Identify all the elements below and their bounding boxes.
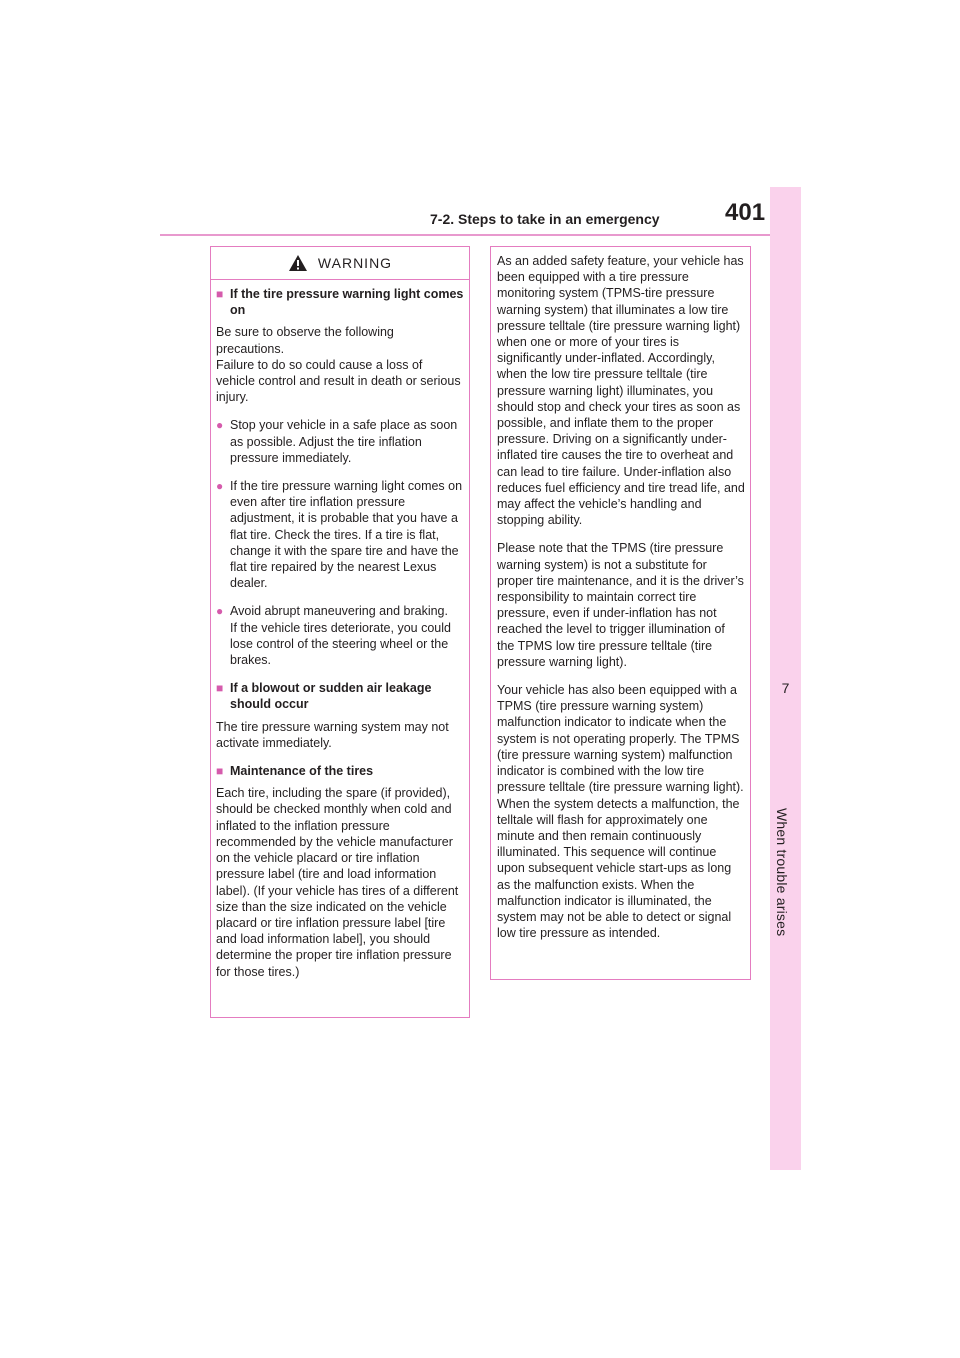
paragraph: Please note that the TPMS (tire pressure warning system) is not a substitute for proper tire maintenance, and it is the driver’s responsibility to maintain correct tire pressure, even if under-inflation has not reached the level to trigger illumination of the TPMS low tire pressure telltale (tire pressure warning light). (497, 541, 744, 669)
square-bullet-icon: ■ (216, 681, 224, 696)
tpms-info-box (490, 246, 751, 980)
paragraph: Failure to do so could cause a loss of vehicle control and result in death or serious injury. (216, 357, 461, 405)
paragraph: Your vehicle has also been equipped with a TPMS (tire pressure warning system) malfunction indicator to indicate when the system is not operating properly. The TPMS (tire pressure warning system) malfunction indicator is combined with the low tire pressure telltale (tire pressure warning light). When the system detects a malfunction, the telltale will flash for approximately one minute and then remain continuously illuminated. This sequence will continue upon subsequent vehicle start-ups as long as the malfunction exists. When the malfunction indicator is illuminated, the system may not be able to detect or signal low tire pressure as intended. (497, 683, 744, 941)
paragraph: The tire pressure warning system may not activate immediately. (216, 719, 449, 750)
square-bullet-icon: ■ (216, 764, 224, 779)
circle-bullet-icon: ● (216, 418, 224, 433)
chapter-title: When trouble arises (774, 808, 790, 937)
section-heading: ■ If the tire pressure warning light comes on (216, 287, 464, 318)
bullet-item: ● Stop your vehicle in a safe place as soon as possible. Adjust the tire inflation pressure immediately. (216, 418, 458, 465)
paragraph: Be sure to observe the following precautions. (216, 325, 394, 356)
circle-bullet-icon: ● (216, 604, 224, 619)
section-heading: ■ Maintenance of the tires (216, 764, 374, 779)
section-heading: ■ If a blowout or sudden air leakage should occur (216, 681, 432, 712)
chapter-side-tab (770, 187, 801, 1170)
bullet-item: ● If the tire pressure warning light comes on even after tire inflation pressure adjustment, it is probable that you have a flat tire. Check the tires. If a tire is flat, change it with the spare tire and have the flat tire repaired by the nearest Lexus dealer. (216, 479, 463, 591)
warning-title: WARNING (317, 254, 393, 271)
warning-box (210, 246, 470, 1018)
paragraph: Each tire, including the spare (if provided), should be checked monthly when cold and inflated to the inflation pressure recommended by the vehicle manufacturer on the vehicle placard or tire inflation pressure label (tire and load information label). (If your vehicle has tires of a different size than the size indicated on the vehicle placard or tire inflation pressure label [tire and load information label], you should determine the proper tire inflation pressure for those tires.) (216, 786, 459, 979)
warning-header (211, 247, 469, 280)
section-title: 7-2. Steps to take in an emergency (430, 211, 660, 227)
square-bullet-icon: ■ (216, 287, 224, 301)
header-divider (160, 234, 770, 236)
chapter-number: 7 (781, 680, 790, 696)
page-number: 401 (725, 199, 766, 226)
paragraph: As an added safety feature, your vehicle has been equipped with a tire pressure monitoring system (TPMS-tire pressure warning system) that illuminates a low tire pressure telltale (tire pressure warning light) when one or more of your tires is significantly under-inflated. Accordingly, when the low tire pressure telltale (tire pressure warning light) illuminates, you should stop and check your tires as soon as possible, and inflate them to the proper pressure. Driving on a significantly under-inflated tire causes the tire to overheat and can lead to tire failure. Under-inflation also reduces fuel efficiency and tire tread life, and may affect the vehicle’s handling and stopping ability. (497, 254, 745, 528)
warning-triangle-icon (288, 254, 308, 272)
circle-bullet-icon: ● (216, 479, 224, 494)
bullet-item: ● Avoid abrupt maneuvering and braking. If the vehicle tires deteriorate, you could lose control of the steering wheel or the brakes. (216, 604, 451, 668)
